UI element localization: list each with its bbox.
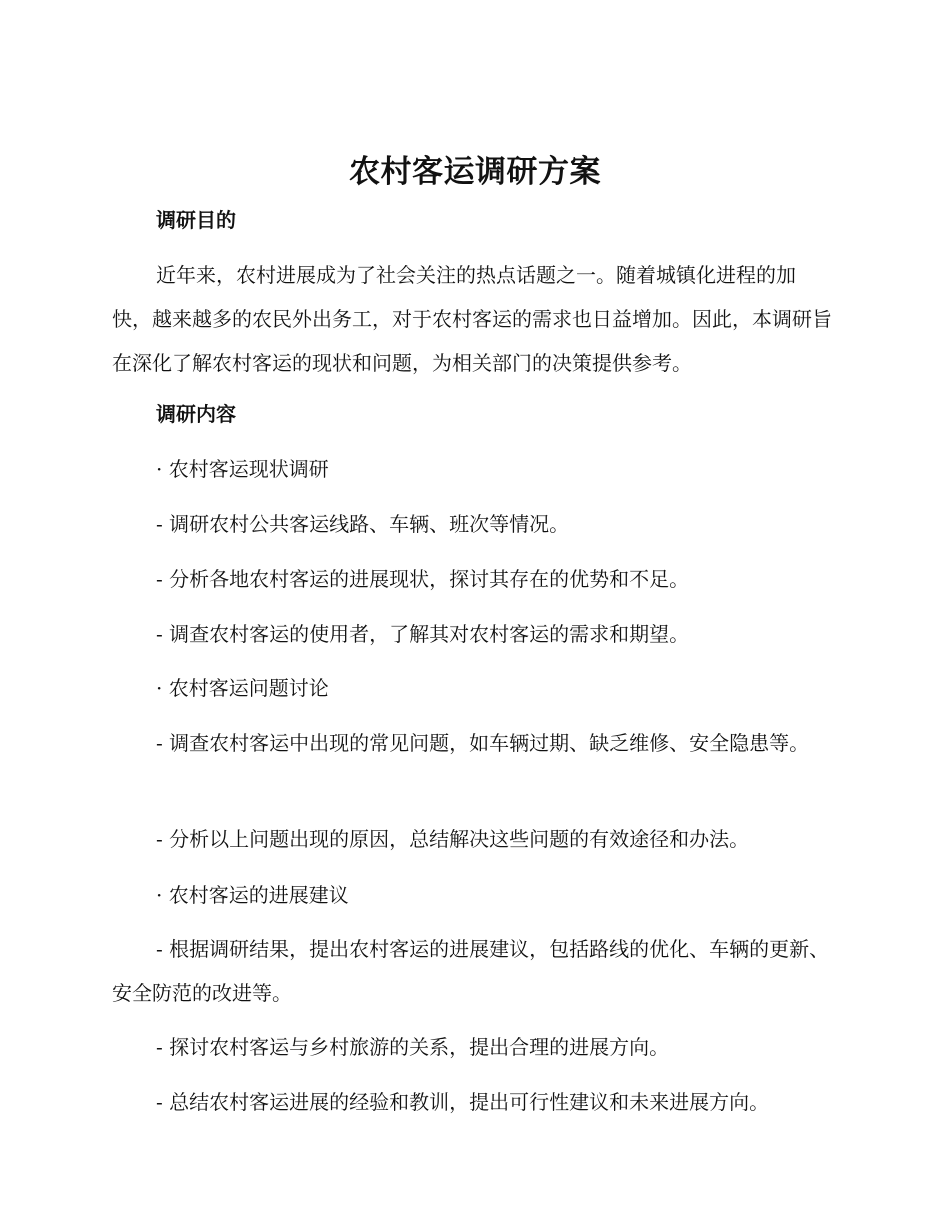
- sub-item: - 总结农村客运进展的经验和教训，提出可行性建议和未来进展方向。: [156, 1090, 770, 1114]
- document-title: 农村客运调研方案: [349, 154, 601, 190]
- sub-item: - 根据调研结果，提出农村客运的进展建议，包括路线的优化、车辆的更新、安全防范的改进等。: [112, 937, 830, 1005]
- bullet-item-problems: · 农村客运问题讨论: [156, 676, 329, 700]
- sub-item: - 调查农村客运中出现的常见问题，如车辆过期、缺乏维修、安全隐患等。: [156, 731, 810, 755]
- sub-item: - 调研农村公共客运线路、车辆、班次等情况。: [156, 512, 570, 536]
- purpose-paragraph: 近年来，农村进展成为了社会关注的热点话题之一。随着城镇化进程的加快，越来越多的农民外出务工，对于农村客运的需求也日益增加。因此，本调研旨在深化了解农村客运的现状和问题，为相关部门的决策提供参考。: [112, 263, 832, 375]
- section-heading-content: 调研内容: [156, 402, 236, 426]
- sub-item: - 分析以上问题出现的原因，总结解决这些问题的有效途径和办法。: [156, 827, 750, 851]
- sub-item: - 分析各地农村客运的进展现状，探讨其存在的优势和不足。: [156, 567, 690, 591]
- bullet-item-status: · 农村客运现状调研: [156, 457, 329, 481]
- sub-item: - 调查农村客运的使用者，了解其对农村客运的需求和期望。: [156, 622, 690, 646]
- section-heading-purpose: 调研目的: [156, 208, 236, 232]
- bullet-item-suggestions: · 农村客运的进展建议: [156, 883, 349, 907]
- sub-item: - 探讨农村客运与乡村旅游的关系，提出合理的进展方向。: [156, 1035, 670, 1059]
